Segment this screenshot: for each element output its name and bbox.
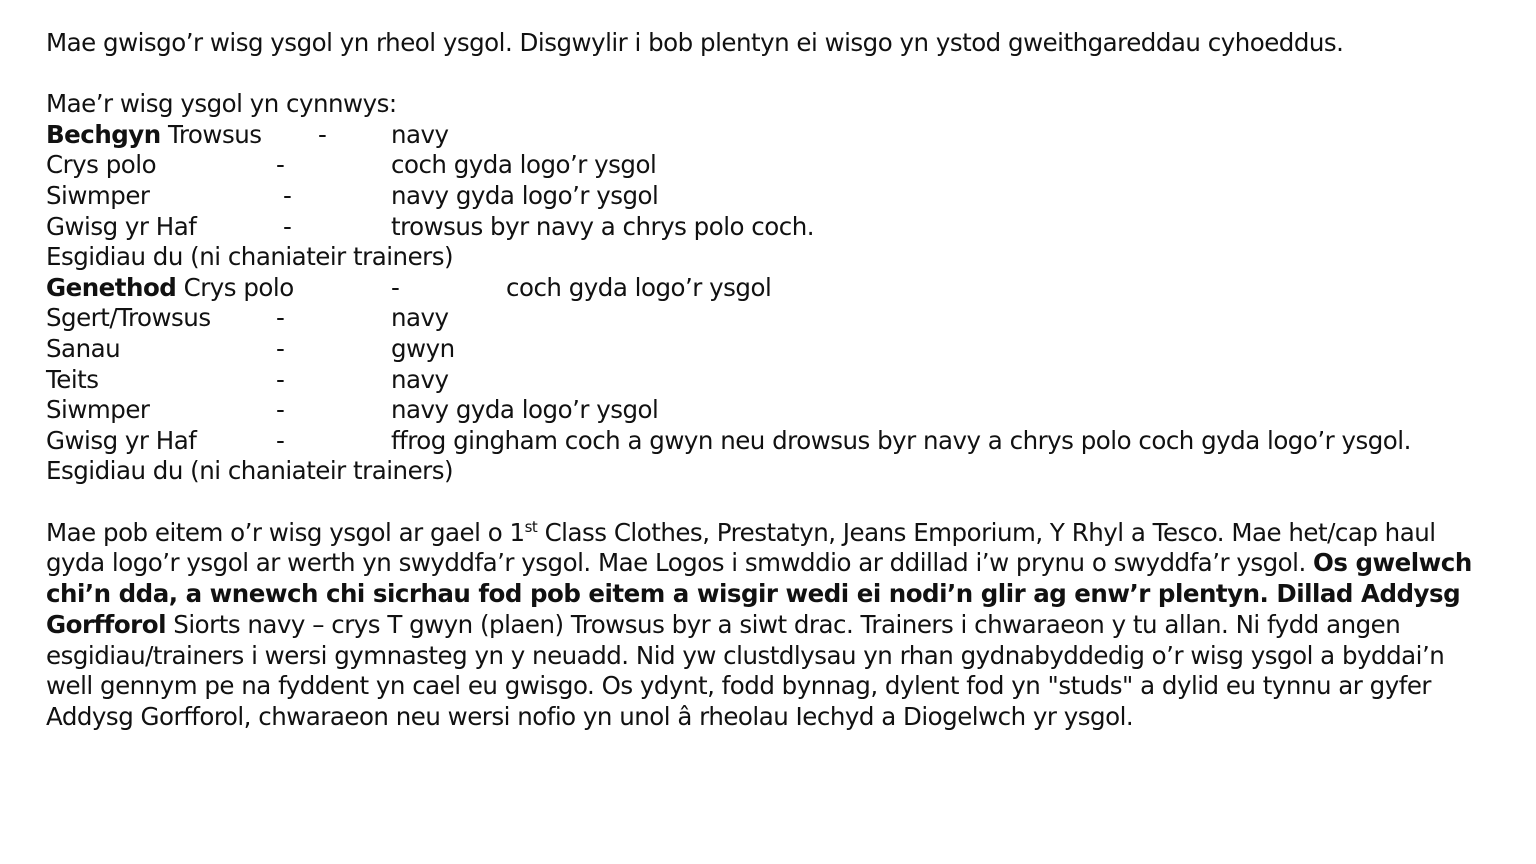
boys-item-desc: coch gyda logo’r ysgol — [391, 150, 657, 180]
girls-item-desc: navy gyda logo’r ysgol — [391, 395, 659, 425]
girls-row-3 — [46, 334, 1506, 365]
info-paragraph — [46, 518, 1496, 734]
girls-row-5 — [46, 395, 1506, 426]
girls-item-dash: - — [276, 364, 285, 394]
list-heading: Mae’r wisg ysgol yn cynnwys: — [46, 89, 397, 119]
boys-item-label: Siwmper — [46, 180, 150, 210]
paragraph-bold-text: Os gwelwch chi’n dda, a wnewch chi sicrhau fod pob eitem a wisgir wedi ei nodi’n glir ag enw’r plentyn. Dillad Addysg Gorfforol — [46, 548, 1472, 639]
girls-row-1 — [46, 273, 1506, 304]
paragraph-text: Mae pob eitem o’r wisg ysgol ar gael o 1 — [46, 517, 525, 547]
paragraph-text: Class Clothes, Prestatyn, Jeans Emporium, Y Rhyl a Tesco. Mae het/cap haul gyda logo’r ysgol ar werth yn swyddfa’r ysgol. Mae Logos i smwddio ar ddillad i’w prynu o swyddfa’r ysgol. — [46, 517, 1436, 578]
girls-item-desc: navy — [391, 364, 449, 394]
girls-item-desc: gwyn — [391, 333, 455, 363]
spacer — [46, 59, 1506, 90]
boys-row-2 — [46, 150, 1506, 181]
girls-item-desc: navy — [391, 303, 449, 333]
girls-item-dash: - — [276, 333, 285, 363]
boys-item-desc: navy gyda logo’r ysgol — [391, 180, 659, 210]
girls-item-desc: ffrog gingham coch a gwyn neu drowsus byr navy a chrys polo coch gyda logo’r ysgol. — [391, 425, 1411, 455]
girls-shoes: Esgidiau du (ni chaniateir trainers) — [46, 456, 454, 486]
spacer — [46, 487, 1506, 518]
boys-item-desc: trowsus byr navy a chrys polo coch. — [391, 211, 815, 241]
uniform-document — [46, 28, 1506, 733]
boys-shoes: Esgidiau du (ni chaniateir trainers) — [46, 242, 454, 272]
girls-item-dash: - — [276, 425, 285, 455]
boys-item-desc: navy — [391, 119, 449, 149]
intro-line: Mae gwisgo’r wisg ysgol yn rheol ysgol. Disgwylir i bob plentyn ei wisgo yn ystod gweithgareddau cyhoeddus. — [46, 28, 1344, 57]
boys-item-dash: - — [283, 180, 292, 210]
girls-item-label: Sgert/Trowsus — [46, 303, 211, 333]
boys-item-label: Trowsus — [168, 119, 262, 149]
girls-item-label: Siwmper — [46, 395, 150, 425]
boys-row-1 — [46, 120, 1506, 151]
boys-item-label: Gwisg yr Haf — [46, 211, 197, 241]
girls-item-dash: - — [276, 395, 285, 425]
boys-item-label: Crys polo — [46, 150, 157, 180]
boys-row-3 — [46, 181, 1506, 212]
girls-heading: Genethod — [46, 272, 177, 302]
boys-item-dash: - — [318, 119, 327, 149]
girls-item-dash: - — [276, 303, 285, 333]
girls-row-2 — [46, 303, 1506, 334]
girls-item-label: Crys polo — [183, 272, 294, 302]
boys-row-4 — [46, 212, 1506, 243]
boys-item-dash: - — [283, 211, 292, 241]
ordinal-suffix: st — [524, 517, 538, 536]
paragraph-text: Siorts navy – crys T gwyn (plaen) Trowsus byr a siwt drac. Trainers i chwaraeon y tu allan. Ni fydd angen esgidiau/trainers i wersi gymnasteg yn y neuadd. Nid yw clustdlysau yn rhan gydnabyddedig o’r wisg ysgol a byddai’n well gennym pe na fyddent yn cael eu gwisgo. Os ydynt, fodd bynnag, dylent fod yn "studs" a dylid eu tynnu ar gyfer Addysg Gorfforol, chwaraeon neu wersi nofio yn unol â rheolau Iechyd a Diogelwch yr ysgol. — [46, 609, 1445, 732]
girls-row-6 — [46, 426, 1506, 457]
girls-row-4 — [46, 365, 1506, 396]
girls-item-desc: coch gyda logo’r ysgol — [506, 272, 772, 302]
boys-item-dash: - — [276, 150, 285, 180]
girls-item-label: Gwisg yr Haf — [46, 425, 197, 455]
girls-item-label: Teits — [46, 364, 99, 394]
girls-item-dash: - — [391, 272, 400, 302]
girls-item-label: Sanau — [46, 333, 121, 363]
boys-heading: Bechgyn — [46, 119, 161, 149]
